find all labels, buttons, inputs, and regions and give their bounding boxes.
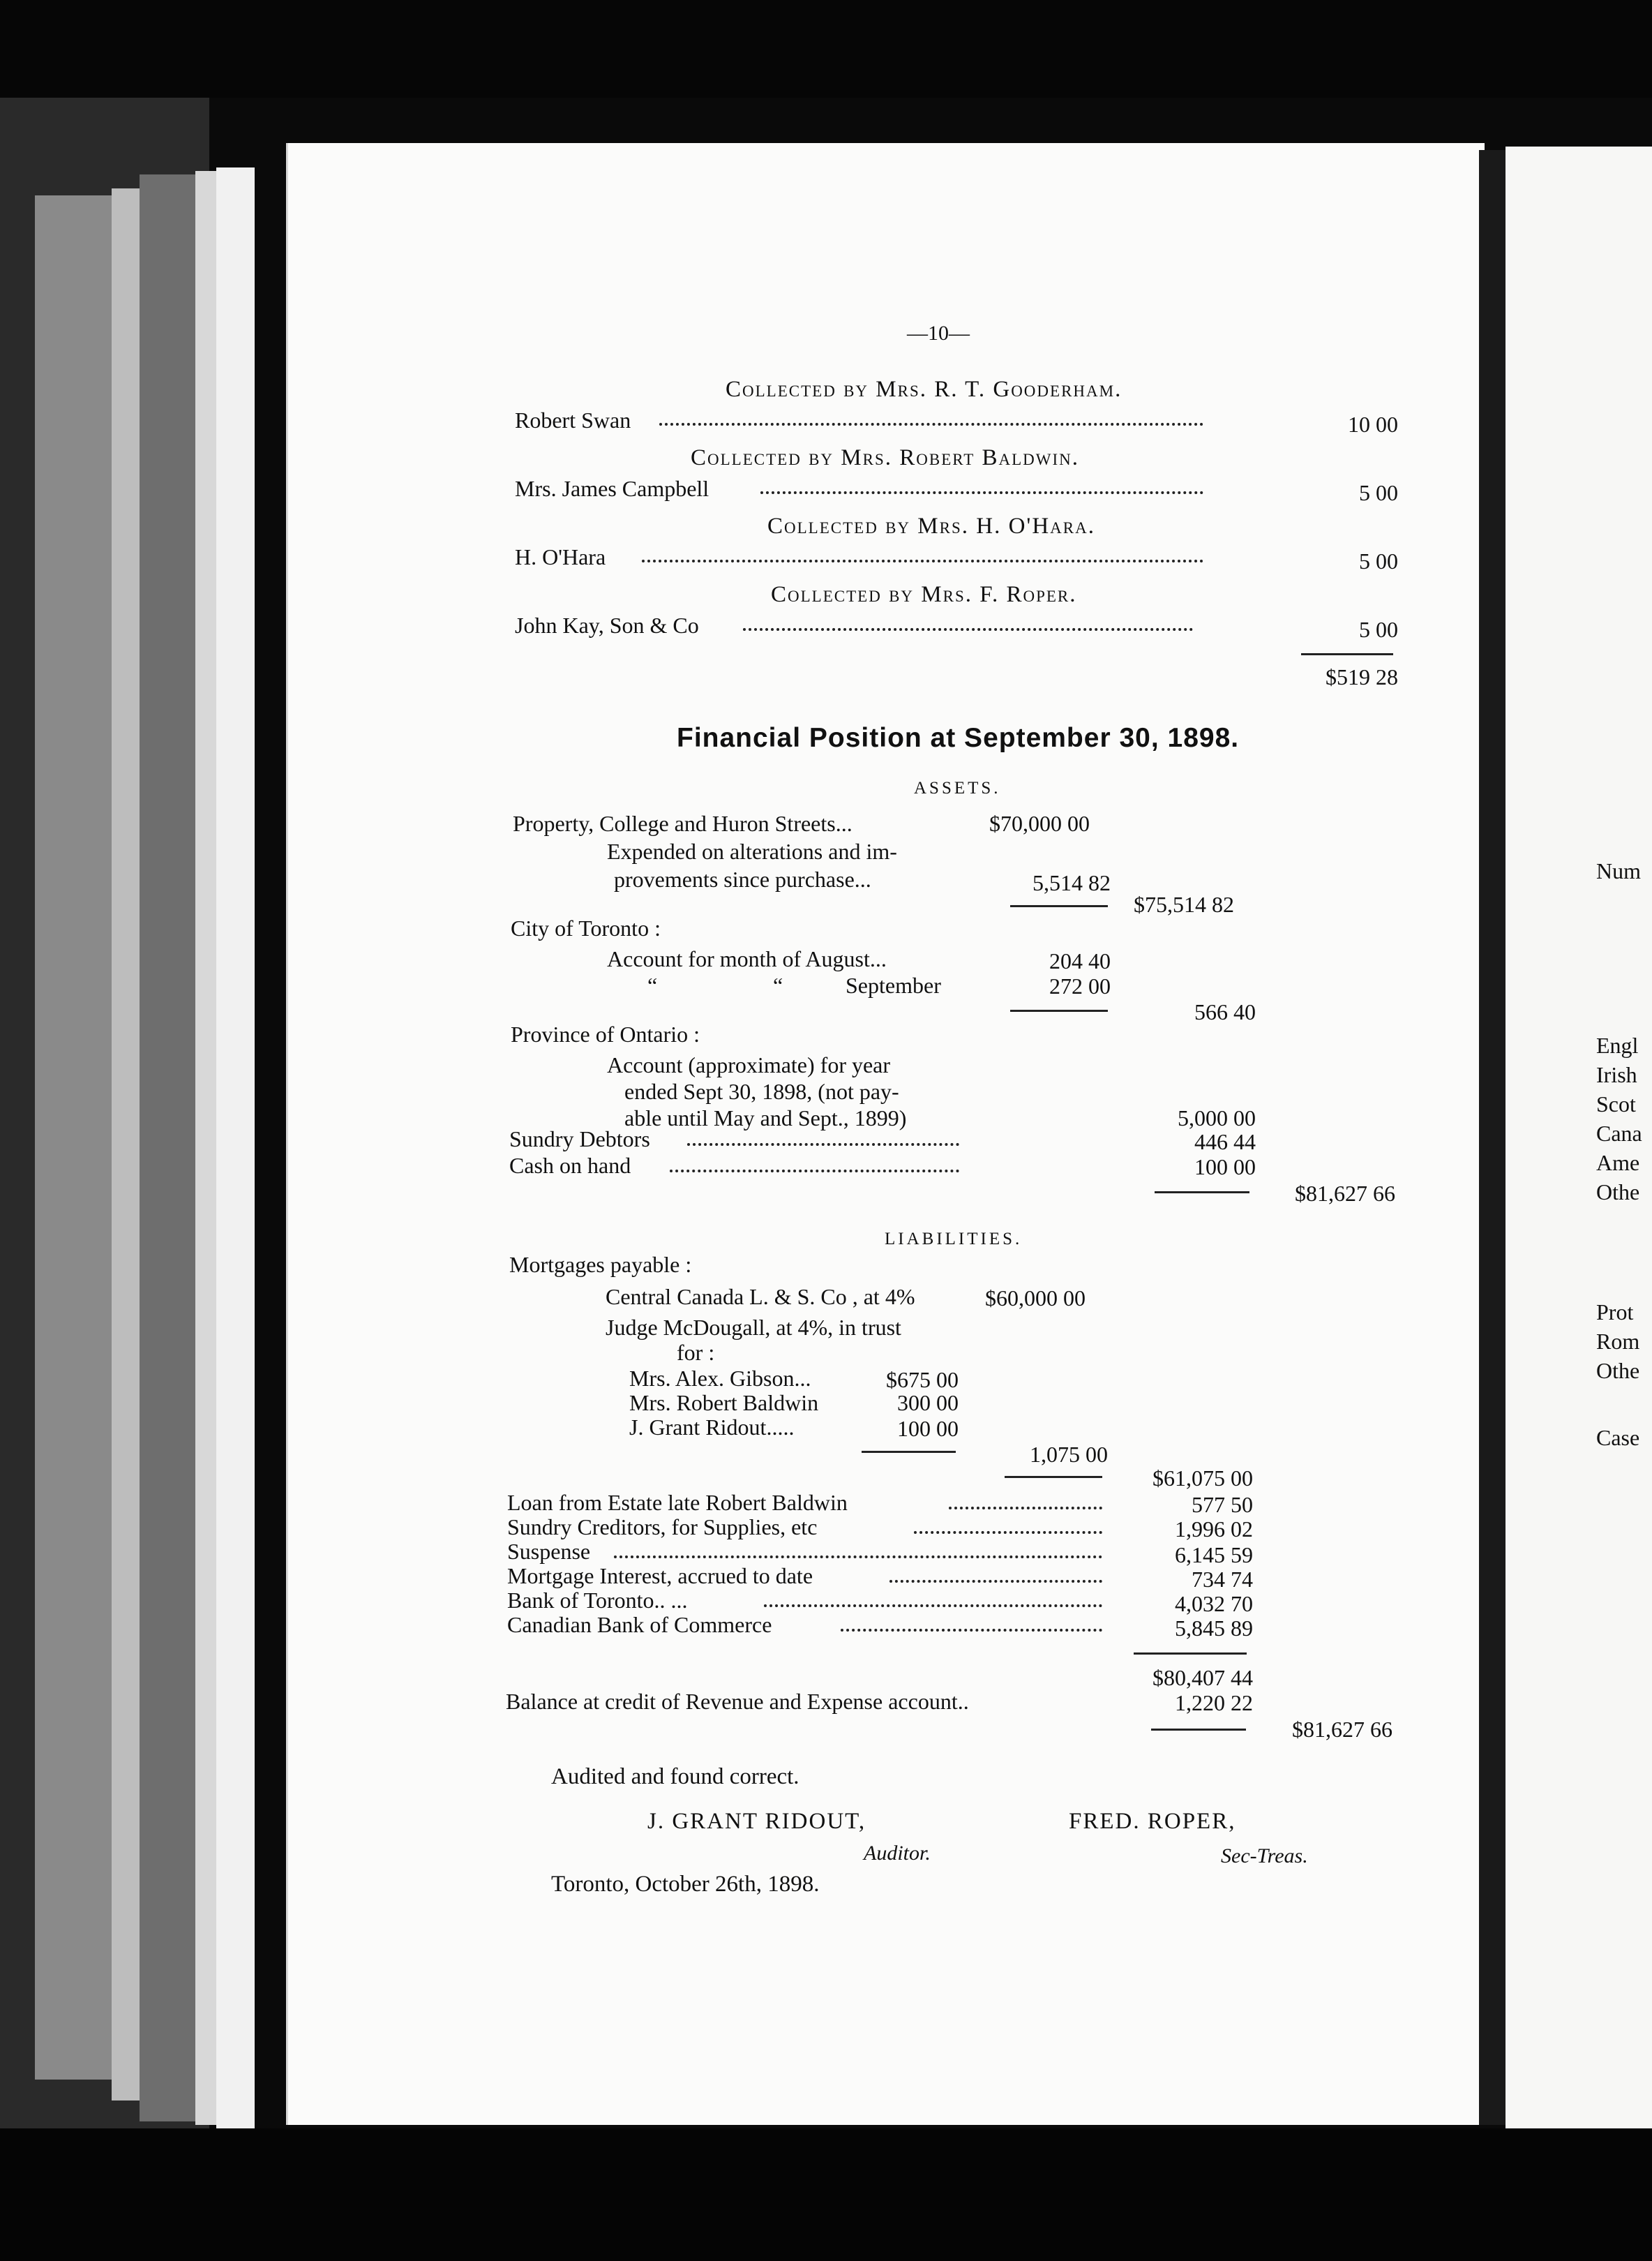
asset-label: City of Toronto : [511, 916, 661, 941]
page-edge-strip [35, 195, 112, 2080]
dot-leader [760, 491, 1203, 494]
liability-subtotal: $80,407 44 [1152, 1665, 1253, 1690]
trust-beneficiary: Mrs. Alex. Gibson... [629, 1366, 811, 1391]
treasurer-name: FRED. ROPER, [1069, 1809, 1236, 1834]
liability-label: Canadian Bank of Commerce [507, 1612, 772, 1637]
collection-heading: Collected by Mrs. H. O'Hara. [767, 514, 1095, 539]
asset-label: September [846, 973, 941, 998]
asset-amount: 204 40 [1049, 948, 1111, 973]
collection-amount: 5 00 [1359, 480, 1398, 505]
adjacent-page-fragment: Scot [1596, 1091, 1636, 1117]
dot-leader [841, 1629, 1102, 1632]
adjacent-page-fragment: Irish [1596, 1062, 1637, 1087]
dot-leader [889, 1580, 1102, 1583]
liability-label: Mortgages payable : [509, 1252, 692, 1277]
trust-amount: 300 00 [897, 1390, 959, 1415]
audit-statement: Audited and found correct. [551, 1764, 799, 1789]
page-edge-strip [216, 167, 255, 2135]
dot-leader [642, 560, 1203, 562]
liability-label: Suspense [507, 1539, 591, 1564]
sum-rule [1010, 905, 1108, 907]
adjacent-page [1505, 147, 1652, 2128]
dot-leader [949, 1507, 1102, 1509]
document-page [286, 143, 1485, 2125]
adjacent-page-fragment: Prot [1596, 1299, 1634, 1324]
sum-rule [1155, 1191, 1249, 1193]
place-date: Toronto, October 26th, 1898. [551, 1872, 820, 1897]
dot-leader [687, 1143, 959, 1146]
collection-donor: H. O'Hara [515, 544, 606, 569]
scan-background-bottom [0, 2128, 1652, 2261]
ditto-mark: “ [773, 973, 783, 998]
liability-label: Bank of Toronto.. ... [507, 1588, 688, 1613]
collection-donor: John Kay, Son & Co [515, 613, 699, 638]
trust-beneficiary: Mrs. Robert Baldwin [629, 1390, 819, 1415]
dot-leader [764, 1604, 1102, 1607]
sum-rule [1151, 1729, 1246, 1731]
trust-amount: 100 00 [897, 1416, 959, 1441]
adjacent-page-fragment: Engl [1596, 1033, 1639, 1058]
asset-amount: 100 00 [1194, 1154, 1256, 1179]
asset-label: provements since purchase... [614, 867, 871, 892]
asset-amount: 5,514 82 [1032, 870, 1111, 895]
liability-label: Loan from Estate late Robert Baldwin [507, 1490, 848, 1515]
adjacent-page-fragment: Othe [1596, 1358, 1640, 1383]
asset-label: Account (approximate) for year [607, 1052, 891, 1077]
liability-label: Sundry Creditors, for Supplies, etc [507, 1514, 818, 1539]
page-edge-strip [112, 188, 140, 2100]
asset-amount: 272 00 [1049, 973, 1111, 999]
page-edge-strip [195, 171, 216, 2125]
collection-heading: Collected by Mrs. Robert Baldwin. [691, 445, 1080, 470]
dot-leader [659, 423, 1203, 426]
dot-leader [914, 1531, 1102, 1534]
liability-amount: 4,032 70 [1175, 1591, 1253, 1616]
sum-rule [1010, 1010, 1108, 1012]
liability-label: for : [677, 1340, 715, 1365]
collection-amount: 10 00 [1348, 412, 1398, 437]
liability-amount: $60,000 00 [985, 1285, 1086, 1311]
liability-label: Central Canada L. & S. Co , at 4% [606, 1284, 915, 1309]
balance-label: Balance at credit of Revenue and Expense account.. [506, 1689, 969, 1714]
adjacent-page-fragment: Num [1596, 858, 1641, 883]
page-title: Financial Position at September 30, 1898. [677, 723, 1240, 753]
collection-donor: Mrs. James Campbell [515, 476, 709, 501]
dot-leader [614, 1555, 1102, 1558]
scan-background-top [0, 0, 1652, 98]
asset-subtotal: $75,514 82 [1134, 892, 1234, 917]
adjacent-page-fragment: Case [1596, 1425, 1640, 1450]
liability-amount: 734 74 [1192, 1567, 1253, 1592]
asset-label: Cash on hand [509, 1153, 631, 1178]
collection-heading: Collected by Mrs. F. Roper. [771, 582, 1077, 607]
sum-rule [862, 1451, 956, 1453]
collection-donor: Robert Swan [515, 408, 631, 433]
collection-amount: 5 00 [1359, 617, 1398, 642]
dot-leader [670, 1170, 959, 1172]
asset-subtotal: 566 40 [1194, 999, 1256, 1024]
sum-rule [1301, 653, 1393, 655]
section-heading-assets: ASSETS. [914, 779, 1001, 798]
asset-label: Property, College and Huron Streets... [513, 811, 853, 836]
liability-amount: 577 50 [1192, 1492, 1253, 1517]
treasurer-title: Sec-Treas. [1221, 1844, 1308, 1867]
adjacent-page-fragment: Cana [1596, 1121, 1642, 1146]
trust-beneficiary: J. Grant Ridout..... [629, 1415, 795, 1440]
dot-leader [743, 628, 1193, 631]
ditto-mark: “ [647, 973, 658, 998]
asset-label: Account for month of August... [607, 946, 887, 971]
liability-amount: 1,075 00 [1030, 1442, 1108, 1467]
asset-label: Province of Ontario : [511, 1022, 700, 1047]
section-heading-liabilities: LIABILITIES. [885, 1230, 1023, 1248]
collection-heading: Collected by Mrs. R. T. Gooderham. [726, 377, 1122, 402]
adjacent-page-fragment: Rom [1596, 1329, 1640, 1354]
assets-total: $81,627 66 [1295, 1181, 1395, 1206]
liability-subtotal: $61,075 00 [1152, 1465, 1253, 1491]
collection-amount: 5 00 [1359, 549, 1398, 574]
trust-amount: $675 00 [886, 1367, 959, 1392]
asset-amount: $70,000 00 [989, 811, 1090, 836]
liability-label: Mortgage Interest, accrued to date [507, 1563, 813, 1588]
auditor-title: Auditor. [864, 1842, 931, 1865]
liability-amount: 5,845 89 [1175, 1615, 1253, 1641]
liabilities-total: $81,627 66 [1292, 1717, 1392, 1742]
auditor-name: J. GRANT RIDOUT, [647, 1809, 866, 1834]
collections-total: $519 28 [1326, 664, 1398, 689]
liability-amount: 6,145 59 [1175, 1542, 1253, 1567]
liability-label: Judge McDougall, at 4%, in trust [606, 1315, 901, 1340]
sum-rule [1005, 1476, 1102, 1478]
asset-label: able until May and Sept., 1899) [624, 1105, 907, 1130]
liability-amount: 1,996 02 [1175, 1516, 1253, 1542]
sum-rule [1134, 1652, 1247, 1655]
asset-amount: 5,000 00 [1178, 1105, 1256, 1130]
balance-amount: 1,220 22 [1175, 1690, 1253, 1715]
page-number: —10— [907, 322, 970, 345]
adjacent-page-fragment: Ame [1596, 1150, 1640, 1175]
book-gutter [1479, 150, 1507, 2125]
asset-label: Sundry Debtors [509, 1126, 650, 1151]
adjacent-page-fragment: Othe [1596, 1179, 1640, 1204]
asset-label: ended Sept 30, 1898, (not pay- [624, 1079, 899, 1104]
asset-amount: 446 44 [1194, 1129, 1256, 1154]
asset-label: Expended on alterations and im- [607, 839, 897, 864]
